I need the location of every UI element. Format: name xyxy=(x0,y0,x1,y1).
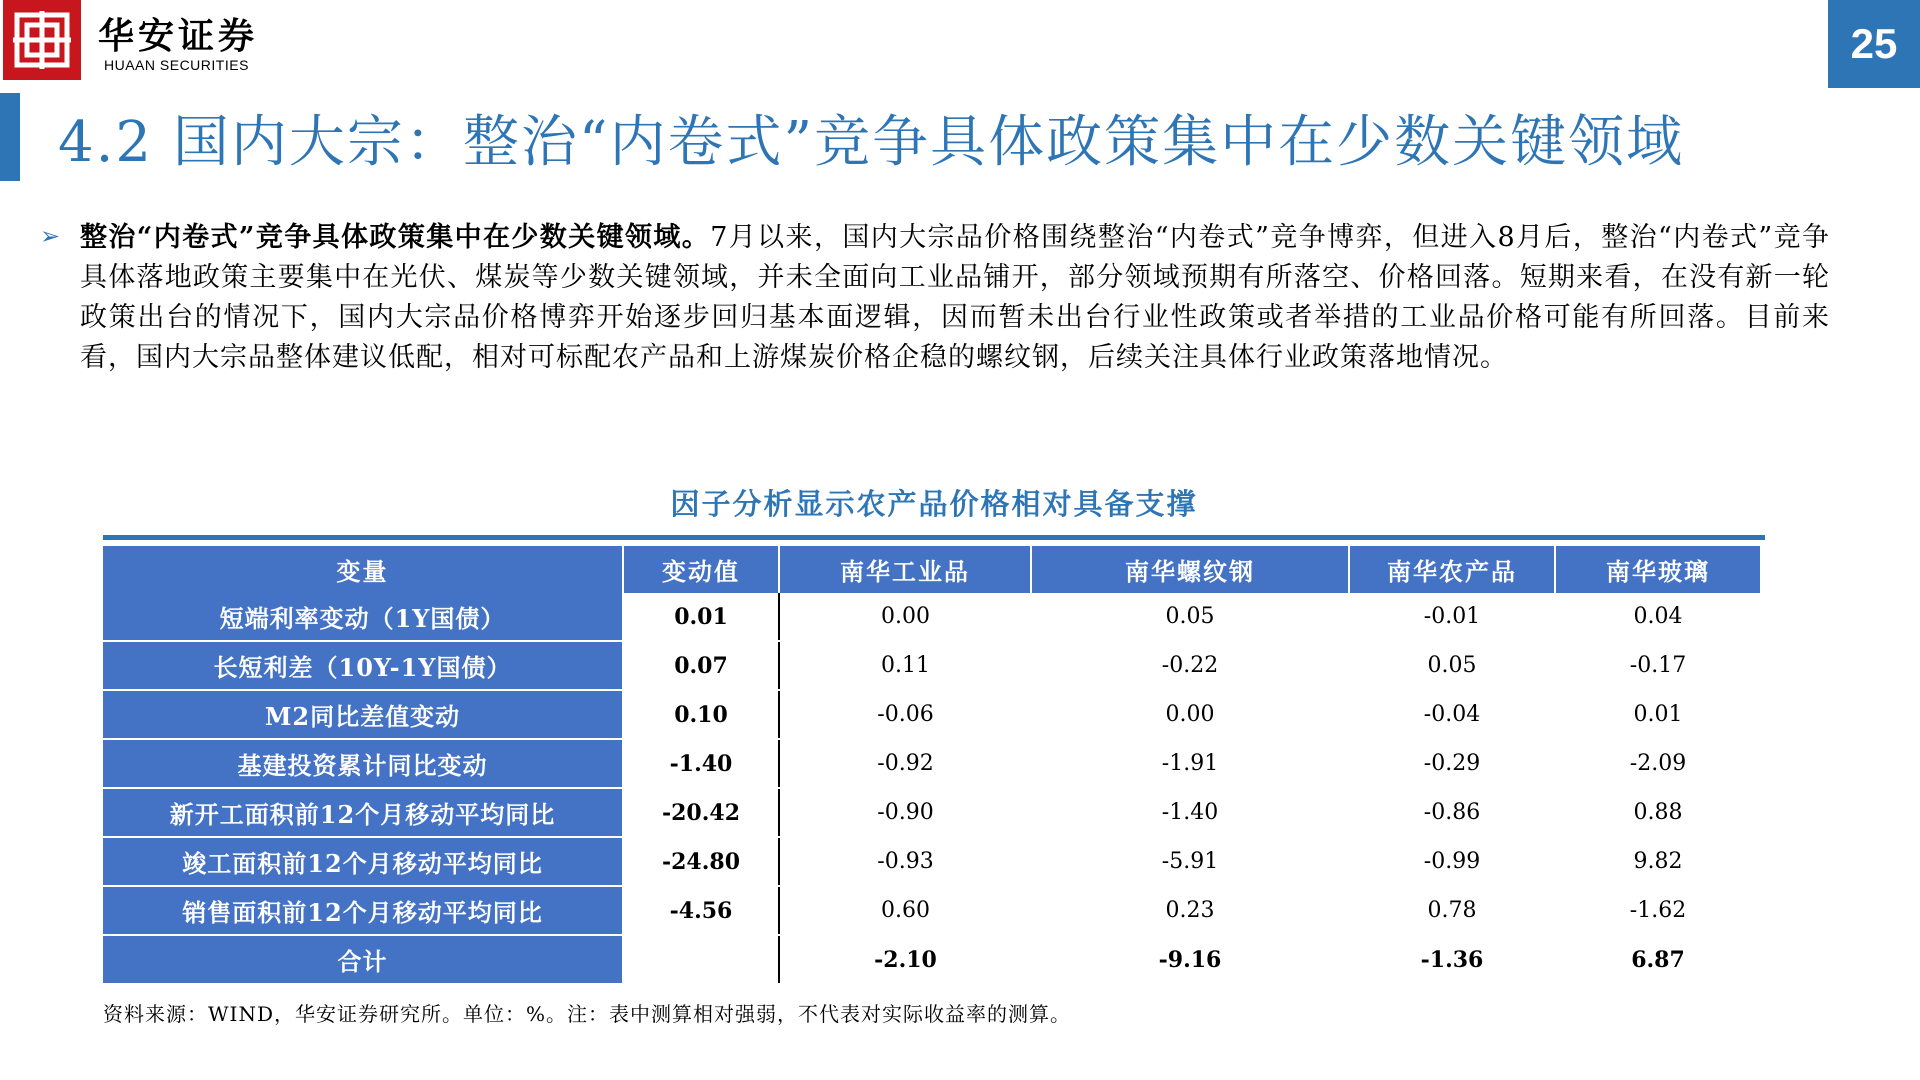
factor-value: 9.82 xyxy=(1555,837,1761,886)
change-value: -24.80 xyxy=(623,837,779,886)
factor-value: 0.00 xyxy=(1031,690,1349,739)
brand-name-cn: 华安证券 xyxy=(98,16,259,57)
table-total-row xyxy=(103,935,1761,984)
factor-value: -0.17 xyxy=(1555,641,1761,690)
total-value: -1.36 xyxy=(1349,935,1555,984)
total-value: -9.16 xyxy=(1031,935,1349,984)
logo-mark-icon xyxy=(11,9,73,71)
row-label: 长短利差（10Y-1Y国债） xyxy=(103,641,623,690)
total-label: 合计 xyxy=(103,935,623,984)
factor-value: -0.86 xyxy=(1349,788,1555,837)
change-value: 0.07 xyxy=(623,641,779,690)
factor-value: -0.04 xyxy=(1349,690,1555,739)
factor-value: 0.78 xyxy=(1349,886,1555,935)
col-header-industrial: 南华工业品 xyxy=(779,546,1031,593)
row-label: 销售面积前12个月移动平均同比 xyxy=(103,886,623,935)
factor-value: -0.99 xyxy=(1349,837,1555,886)
summary-lead: 整治“内卷式”竞争具体政策集中在少数关键领域。 xyxy=(80,222,711,253)
company-logo xyxy=(3,0,81,80)
table-row xyxy=(103,739,1761,788)
factor-value: -0.01 xyxy=(1349,593,1555,641)
page-title: 4.2 国内大宗：整治“内卷式”竞争具体政策集中在少数关键领域 xyxy=(58,110,1685,175)
table-row xyxy=(103,837,1761,886)
summary-body: 7月以来，国内大宗品价格围绕整治“内卷式”竞争博弈，但进入8月后，整治“内卷式”竞争具体落地政策主要集中在光伏、煤炭等少数关键领域，并未全面向工业品铺开，部分领域预期有所落空、价格回落。短期来看，在没有新一轮政策出台的情况下，国内大宗品价格博弈开始逐步回归基本面逻辑，因而暂未出台行业性政策或者举措的工业品价格可能有所回落。目前来看，国内大宗品整体建议低配，相对可标配农产品和上游煤炭价格企稳的螺纹钢，后续关注具体行业政策落地情况。 xyxy=(80,222,1831,373)
factor-value: 0.05 xyxy=(1031,593,1349,641)
change-value: -4.56 xyxy=(623,886,779,935)
table-row xyxy=(103,593,1761,641)
source-note: 资料来源：WIND，华安证券研究所。单位：%。注：表中测算相对强弱，不代表对实际收益率的测算。 xyxy=(103,1002,1071,1026)
factor-value: -0.29 xyxy=(1349,739,1555,788)
table-row xyxy=(103,886,1761,935)
factor-table xyxy=(103,546,1762,985)
factor-value: -0.06 xyxy=(779,690,1031,739)
factor-value: 0.11 xyxy=(779,641,1031,690)
factor-value: -1.40 xyxy=(1031,788,1349,837)
col-header-rebar: 南华螺纹钢 xyxy=(1031,546,1349,593)
table-row xyxy=(103,690,1761,739)
factor-value: -2.09 xyxy=(1555,739,1761,788)
table-title: 因子分析显示农产品价格相对具备支撑 xyxy=(670,487,1198,521)
factor-value: 0.00 xyxy=(779,593,1031,641)
factor-value: -0.90 xyxy=(779,788,1031,837)
row-label: 新开工面积前12个月移动平均同比 xyxy=(103,788,623,837)
total-change xyxy=(623,935,779,984)
factor-value: 0.23 xyxy=(1031,886,1349,935)
factor-value: 0.60 xyxy=(779,886,1031,935)
table-header-row xyxy=(103,546,1761,593)
factor-value: 0.88 xyxy=(1555,788,1761,837)
brand-name-en: HUAAN SECURITIES xyxy=(104,57,249,73)
col-header-variable: 变量 xyxy=(103,546,623,593)
summary-paragraph xyxy=(80,218,1830,378)
summary-section xyxy=(40,218,1830,378)
col-header-agri: 南华农产品 xyxy=(1349,546,1555,593)
change-value: -1.40 xyxy=(623,739,779,788)
table-row xyxy=(103,788,1761,837)
factor-value: -1.62 xyxy=(1555,886,1761,935)
factor-value: 0.01 xyxy=(1555,690,1761,739)
change-value: 0.10 xyxy=(623,690,779,739)
arrow-bullet-icon: ➢ xyxy=(40,222,61,250)
page-number: 25 xyxy=(1828,0,1920,88)
row-label: 基建投资累计同比变动 xyxy=(103,739,623,788)
table-top-rule xyxy=(103,535,1765,540)
col-header-change: 变动值 xyxy=(623,546,779,593)
table-row xyxy=(103,641,1761,690)
factor-value: -0.22 xyxy=(1031,641,1349,690)
factor-value: -0.93 xyxy=(779,837,1031,886)
change-value: 0.01 xyxy=(623,593,779,641)
change-value: -20.42 xyxy=(623,788,779,837)
col-header-glass: 南华玻璃 xyxy=(1555,546,1761,593)
row-label: M2同比差值变动 xyxy=(103,690,623,739)
factor-value: 0.04 xyxy=(1555,593,1761,641)
factor-value: 0.05 xyxy=(1349,641,1555,690)
title-accent-bar xyxy=(0,93,20,181)
row-label: 竣工面积前12个月移动平均同比 xyxy=(103,837,623,886)
factor-value: -5.91 xyxy=(1031,837,1349,886)
row-label: 短端利率变动（1Y国债） xyxy=(103,593,623,641)
factor-value: -0.92 xyxy=(779,739,1031,788)
total-value: 6.87 xyxy=(1555,935,1761,984)
total-value: -2.10 xyxy=(779,935,1031,984)
factor-value: -1.91 xyxy=(1031,739,1349,788)
